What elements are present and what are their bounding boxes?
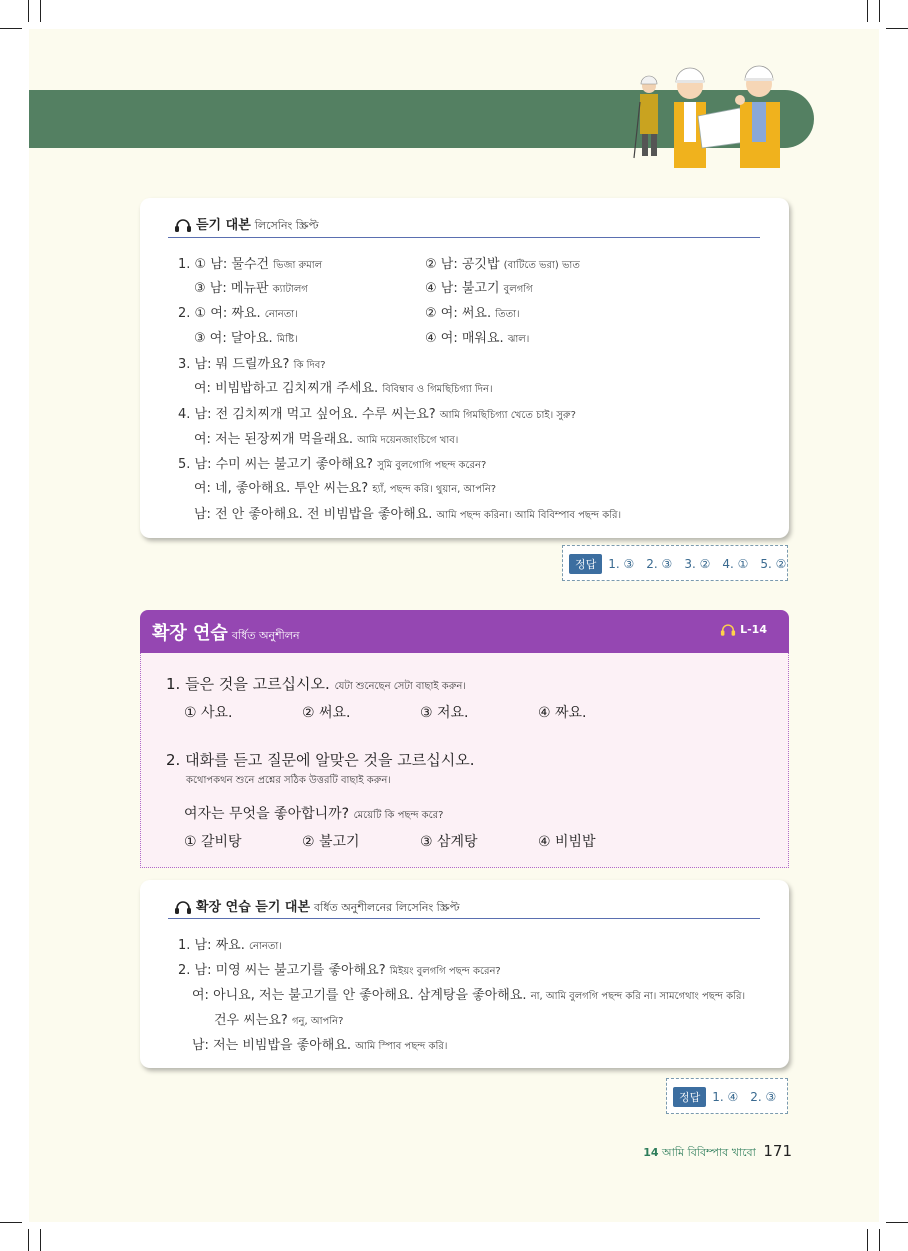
headphones-icon [174, 900, 192, 914]
option[interactable]: ① 사요. [184, 705, 233, 721]
crop-mark [886, 1222, 908, 1223]
script-line: 3. 남: 뭐 드릴까요? কি দিব? [178, 357, 326, 372]
card-title-rule [168, 918, 760, 919]
page-number: 171 [763, 1142, 792, 1160]
chapter-title: আমি বিবিম্পাব খাবো [662, 1146, 756, 1159]
crop-mark [867, 1229, 868, 1251]
crop-mark [40, 0, 41, 22]
script-line: ④ 남: 불고기 বুলগগি [425, 281, 533, 296]
question-2-prompt: 여자는 무엇을 좋아합니까? মেয়েটি কি পছন্দ করে? [184, 806, 444, 822]
script-line: 건우 씨는요? গনু, আপনি? [214, 1013, 344, 1028]
option[interactable]: ② 불고기 [302, 834, 360, 850]
script-line: ③ 여: 달아요. মিষ্টি। [194, 331, 298, 346]
construction-workers-illustration [632, 58, 792, 170]
crop-mark [0, 1222, 22, 1223]
question-2: 2. 대화를 듣고 질문에 알맞은 것을 고르십시오. [166, 751, 475, 769]
crop-mark [28, 0, 29, 22]
option[interactable]: ④ 짜요. [538, 705, 587, 721]
crop-mark [886, 28, 908, 29]
answer-tag: 정답 [569, 554, 602, 574]
chapter-number: 14 [643, 1146, 659, 1159]
option[interactable]: ④ 비빔밥 [538, 834, 596, 850]
script-line: 남: 저는 비빔밥을 좋아해요. আমি স্পিাব পছন্দ করি। [192, 1038, 448, 1053]
card-title [174, 896, 460, 918]
script-line: 여: 아니요, 저는 불고기를 안 좋아해요. 삼계탕을 좋아해요. না, আমি বুলগগি পছন্দ করি না। সামগেথাং পছন্দ করি। [192, 988, 746, 1003]
script-line: 여: 비빔밥하고 김치찌개 주세요. বিবিম্বাব ও গিমছিচিগ্যা দিন। [194, 381, 493, 396]
card-title-bn: লিসেনিং স্ক্রিপ্ট [254, 219, 319, 232]
crop-mark [867, 0, 868, 22]
script-line: 남: 전 안 좋아해요. 전 비빔밥을 좋아해요. আমি পছন্দ করিনা। আমি বিবিম্পাব পছন্দ করি। [194, 507, 622, 522]
script-line: ② 남: 공깃밥 (বাটিতে ভরা) ভাত [425, 257, 580, 272]
practice-title: 확장 연습 বর্ধিত অনুশীলন [152, 623, 300, 644]
expansion-practice-section [140, 610, 789, 868]
headphones-icon [174, 218, 192, 232]
question-1: 1. 들은 것을 고르십시오. যেটা শুনেছেন সেটা বাছাই করুন। [166, 675, 466, 693]
card-title-rule [168, 237, 760, 238]
script-line: 2. ① 여: 짜요. নোনতা। [178, 306, 298, 321]
option[interactable]: ② 써요. [302, 705, 351, 721]
script-line: ② 여: 써요. তিতা। [425, 306, 520, 321]
option[interactable]: ① 갈비탕 [184, 834, 242, 850]
script-line: 1. ① 남: 물수건 ভিজা রুমাল [178, 257, 323, 272]
card-title-ko: 듣기 대본 [196, 218, 251, 233]
script-line: 여: 저는 된장찌개 먹을래요. আমি দয়েনজাংচিগে খাব। [194, 432, 459, 447]
answer-tag: 정답 [673, 1087, 706, 1107]
crop-mark [40, 1229, 41, 1251]
crop-mark [879, 0, 880, 22]
script-line: 4. 남: 전 김치찌개 먹고 싶어요. 수루 씨는요? আমি গিমছিচিগ্যা খেতে চাই। সুরু? [178, 407, 576, 422]
practice-header [140, 610, 789, 653]
answer-box: 정답 1. ③ 2. ③ 3. ② 4. ① 5. ② [562, 545, 788, 581]
headphones-icon [720, 623, 736, 636]
crop-mark [0, 28, 22, 29]
card-title-bn: বর্ধিত অনুশীলনের লিসেনিং স্ক্রিপ্ট [314, 901, 460, 914]
script-line: 2. 남: 미영 씨는 불고기를 좋아해요? মিইয়ং বুলগগি পছন্দ করেন? [178, 963, 501, 978]
script-line: ③ 남: 메뉴판 ক্যাটালগ [194, 281, 308, 296]
script-line: 1. 남: 짜요. নোনতা। [178, 938, 282, 953]
answer-box: 정답 1. ④ 2. ③ [666, 1078, 788, 1114]
option[interactable]: ③ 삼계탕 [420, 834, 478, 850]
audio-track-label[interactable]: L-14 [720, 623, 767, 636]
crop-mark [879, 1229, 880, 1251]
script-line: 여: 네, 좋아해요. 투안 씨는요? হ্যাঁ, পছন্দ করি। থুয়ান, আপনি? [194, 481, 497, 496]
script-line: 5. 남: 수미 씨는 불고기 좋아해요? সুমি বুলগোগি পছন্দ করেন? [178, 457, 487, 472]
crop-mark [28, 1229, 29, 1251]
script-line: ④ 여: 매워요. ঝাল। [425, 331, 530, 346]
option[interactable]: ③ 저요. [420, 705, 469, 721]
card-title [174, 214, 319, 236]
page-footer [643, 1142, 792, 1163]
question-2-bn: কথোপকথন শুনে প্রশ্নের সঠিক উত্তরটি বাছাই করুন। [186, 775, 391, 786]
card-title-ko: 확장 연습 듣기 대본 [196, 900, 311, 915]
